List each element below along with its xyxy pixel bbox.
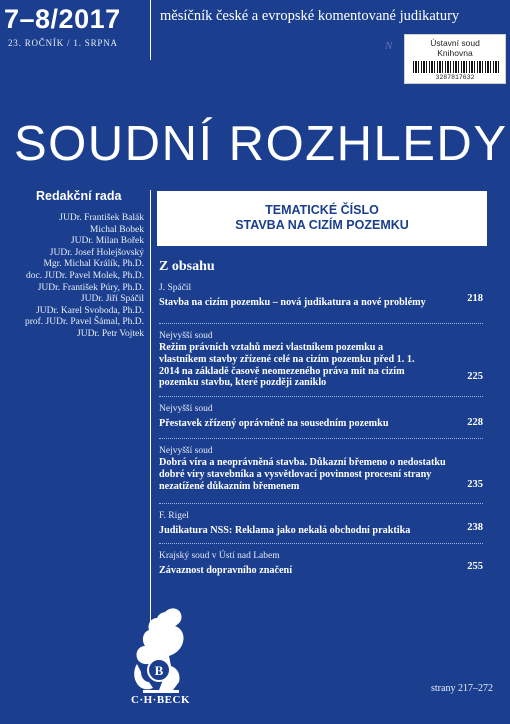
toc-title: Přestavek zřízený oprávněně na sousedním pozemku — [159, 418, 389, 429]
toc-title: Judikatura NSS: Reklama jako nekalá obchodní praktika — [159, 525, 411, 536]
journal-title: SOUDNÍ ROZHLEDY — [14, 117, 508, 171]
column-divider — [150, 190, 151, 660]
toc-item — [159, 324, 483, 397]
board-member: JUDr. František Púry, Ph.D. — [37, 282, 144, 293]
handwritten-mark: N — [385, 40, 393, 52]
sticker-library-label: Knihovna — [437, 48, 473, 58]
thematic-label: TEMATICKÉ ČÍSLO — [265, 203, 379, 217]
toc-author: F. Rigel — [159, 511, 189, 521]
toc-title: Závaznost dopravního značení — [159, 565, 293, 576]
toc-title: Režim právních vztahů mezi vlastníkem pozemku a vlastníkem stavby zřízené celé na cizím pozemku před 1. 1. 2014 na základě časově neomezeného práva mít na cizím pozemku stavbu, které později zaniklo — [159, 342, 415, 389]
toc-page: 228 — [467, 417, 483, 428]
thematic-issue-box — [157, 191, 487, 246]
thematic-topic: STAVBA NA CIZÍM POZEMKU — [235, 218, 409, 232]
publisher-logo-icon — [119, 604, 199, 700]
board-member: prof. JUDr. Pavel Šámal, Ph.D. — [24, 317, 144, 328]
toc-author: J. Spáčil — [159, 283, 192, 293]
toc-page: 218 — [467, 293, 483, 304]
journal-tagline: měsíčník české a evropské komentované judikatury — [160, 8, 460, 24]
barcode-number: 3287817632 — [435, 74, 475, 81]
board-member: doc. JUDr. Pavel Molek, Ph.D. — [26, 270, 144, 281]
toc-page: 255 — [467, 561, 483, 572]
toc-title: Dobrá víra a neoprávněná stavba. Důkazní břemeno o nedostatku dobré víry stavebníka a vysvětlovací povinnost procesní strany nezatížené důkazním břemenem — [159, 457, 446, 492]
sticker-library-name: Ústavní soud — [430, 38, 480, 48]
toc-author: Krajský soud v Ústí nad Labem — [159, 551, 280, 561]
toc-item — [159, 504, 483, 544]
volume-date: 23. ROČNÍK / 1. SRPNA — [8, 38, 118, 48]
toc-page: 238 — [467, 522, 483, 533]
contents-heading: Z obsahu — [159, 259, 215, 274]
barcode — [413, 61, 499, 73]
board-member: Michal Bobek — [89, 224, 144, 235]
toc-item — [159, 544, 483, 584]
board-heading: Redakční rada — [36, 189, 122, 203]
library-sticker — [404, 34, 506, 84]
header-divider — [150, 0, 151, 60]
board-member: Mgr. Michal Králík, Ph.D. — [43, 259, 144, 270]
toc-author: Nejvyšší soud — [159, 331, 213, 341]
publisher-name: C·H·BECK — [131, 694, 191, 706]
page-range: strany 217–272 — [431, 683, 493, 694]
svg-text:B: B — [154, 663, 164, 678]
board-member: JUDr. Jiří Spáčil — [80, 294, 144, 305]
board-member: JUDr. Petr Vojtek — [77, 328, 144, 339]
toc-page: 235 — [467, 479, 483, 490]
board-members — [0, 213, 144, 341]
toc-item — [159, 282, 483, 324]
issue-number: 7–8/2017 — [4, 4, 121, 34]
toc-author: Nejvyšší soud — [159, 404, 213, 414]
board-member: JUDr. František Balák — [59, 213, 144, 223]
board-member: JUDr. Karel Svoboda, Ph.D. — [36, 305, 144, 316]
table-of-contents — [159, 282, 483, 584]
toc-title: Stavba na cizím pozemku – nová judikatura a nové problémy — [159, 297, 426, 308]
toc-author: Nejvyšší soud — [159, 446, 213, 456]
toc-page: 225 — [467, 371, 483, 382]
toc-item — [159, 439, 483, 504]
board-member: JUDr. Milan Bořek — [70, 236, 144, 247]
board-member: JUDr. Josef Holejšovský — [49, 247, 144, 258]
toc-item — [159, 397, 483, 439]
